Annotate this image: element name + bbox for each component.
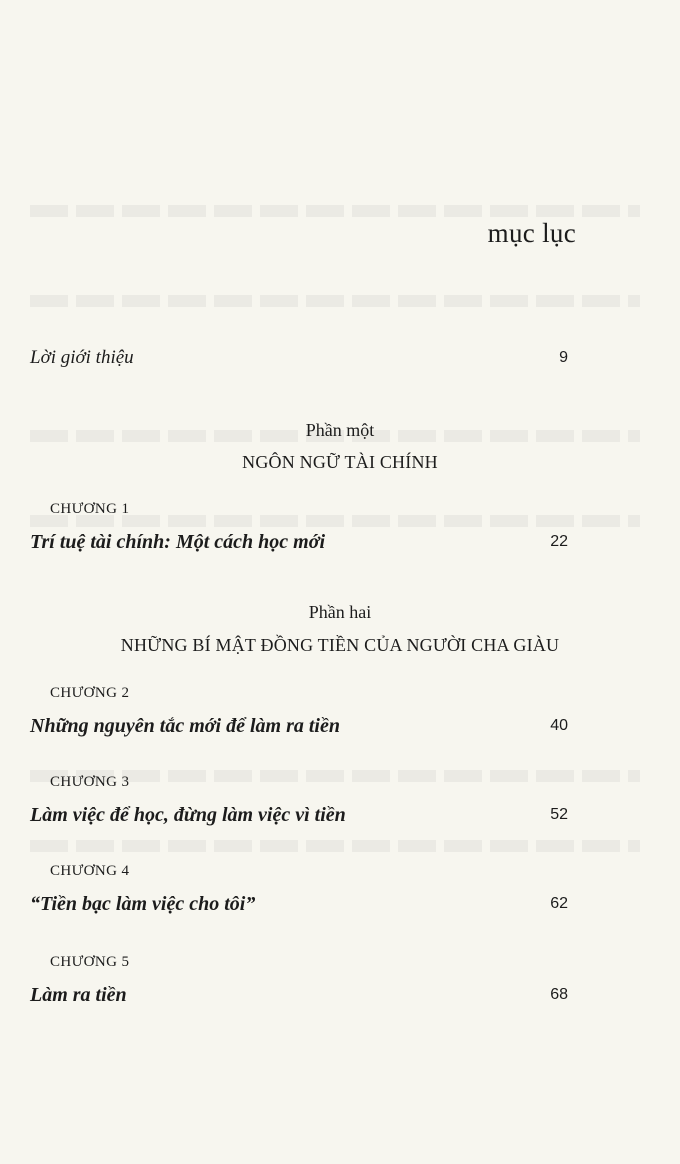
toc-entry-chapter-5 xyxy=(30,984,568,1007)
toc-title: mục lục xyxy=(487,218,576,248)
toc-entry-chapter-3 xyxy=(30,804,568,827)
chapter-label: CHƯƠNG 1 xyxy=(50,501,130,517)
part-title: NGÔN NGỮ TÀI CHÍNH xyxy=(242,452,438,472)
toc-entry-page-number: 68 xyxy=(550,986,568,1003)
toc-entry-title: “Tiền bạc làm việc cho tôi” xyxy=(30,893,256,915)
chapter-label: CHƯƠNG 3 xyxy=(50,774,130,790)
toc-entry-chapter-2 xyxy=(30,715,568,738)
part-label: Phần hai xyxy=(308,602,372,622)
toc-entry-title: Lời giới thiệu xyxy=(30,347,134,368)
toc-entry-page-number: 40 xyxy=(550,717,568,734)
toc-entry-chapter-4 xyxy=(30,893,568,916)
bleed-through-text xyxy=(30,295,640,307)
part-title: NHỮNG BÍ MẬT ĐỒNG TIỀN CỦA NGƯỜI CHA GIÀU xyxy=(120,635,560,655)
part-label: Phần một xyxy=(305,420,375,440)
toc-entry-title: Trí tuệ tài chính: Một cách học mới xyxy=(30,531,326,553)
toc-entry-page-number: 9 xyxy=(559,349,568,366)
chapter-label: CHƯƠNG 2 xyxy=(50,685,130,701)
toc-entry-chapter-1 xyxy=(30,531,568,554)
chapter-label: CHƯƠNG 4 xyxy=(50,863,130,879)
toc-entry-page-number: 22 xyxy=(550,533,568,550)
toc-entry-title: Làm ra tiền xyxy=(30,984,127,1006)
chapter-label: CHƯƠNG 5 xyxy=(50,954,130,970)
toc-entry-title: Những nguyên tắc mới để làm ra tiền xyxy=(30,715,340,737)
toc-entry-page-number: 62 xyxy=(550,895,568,912)
bleed-through-text xyxy=(30,840,640,852)
bleed-through-text xyxy=(30,205,640,217)
toc-entry-title: Làm việc để học, đừng làm việc vì tiền xyxy=(30,804,346,826)
toc-entry-page-number: 52 xyxy=(550,806,568,823)
toc-entry-intro xyxy=(30,347,568,369)
